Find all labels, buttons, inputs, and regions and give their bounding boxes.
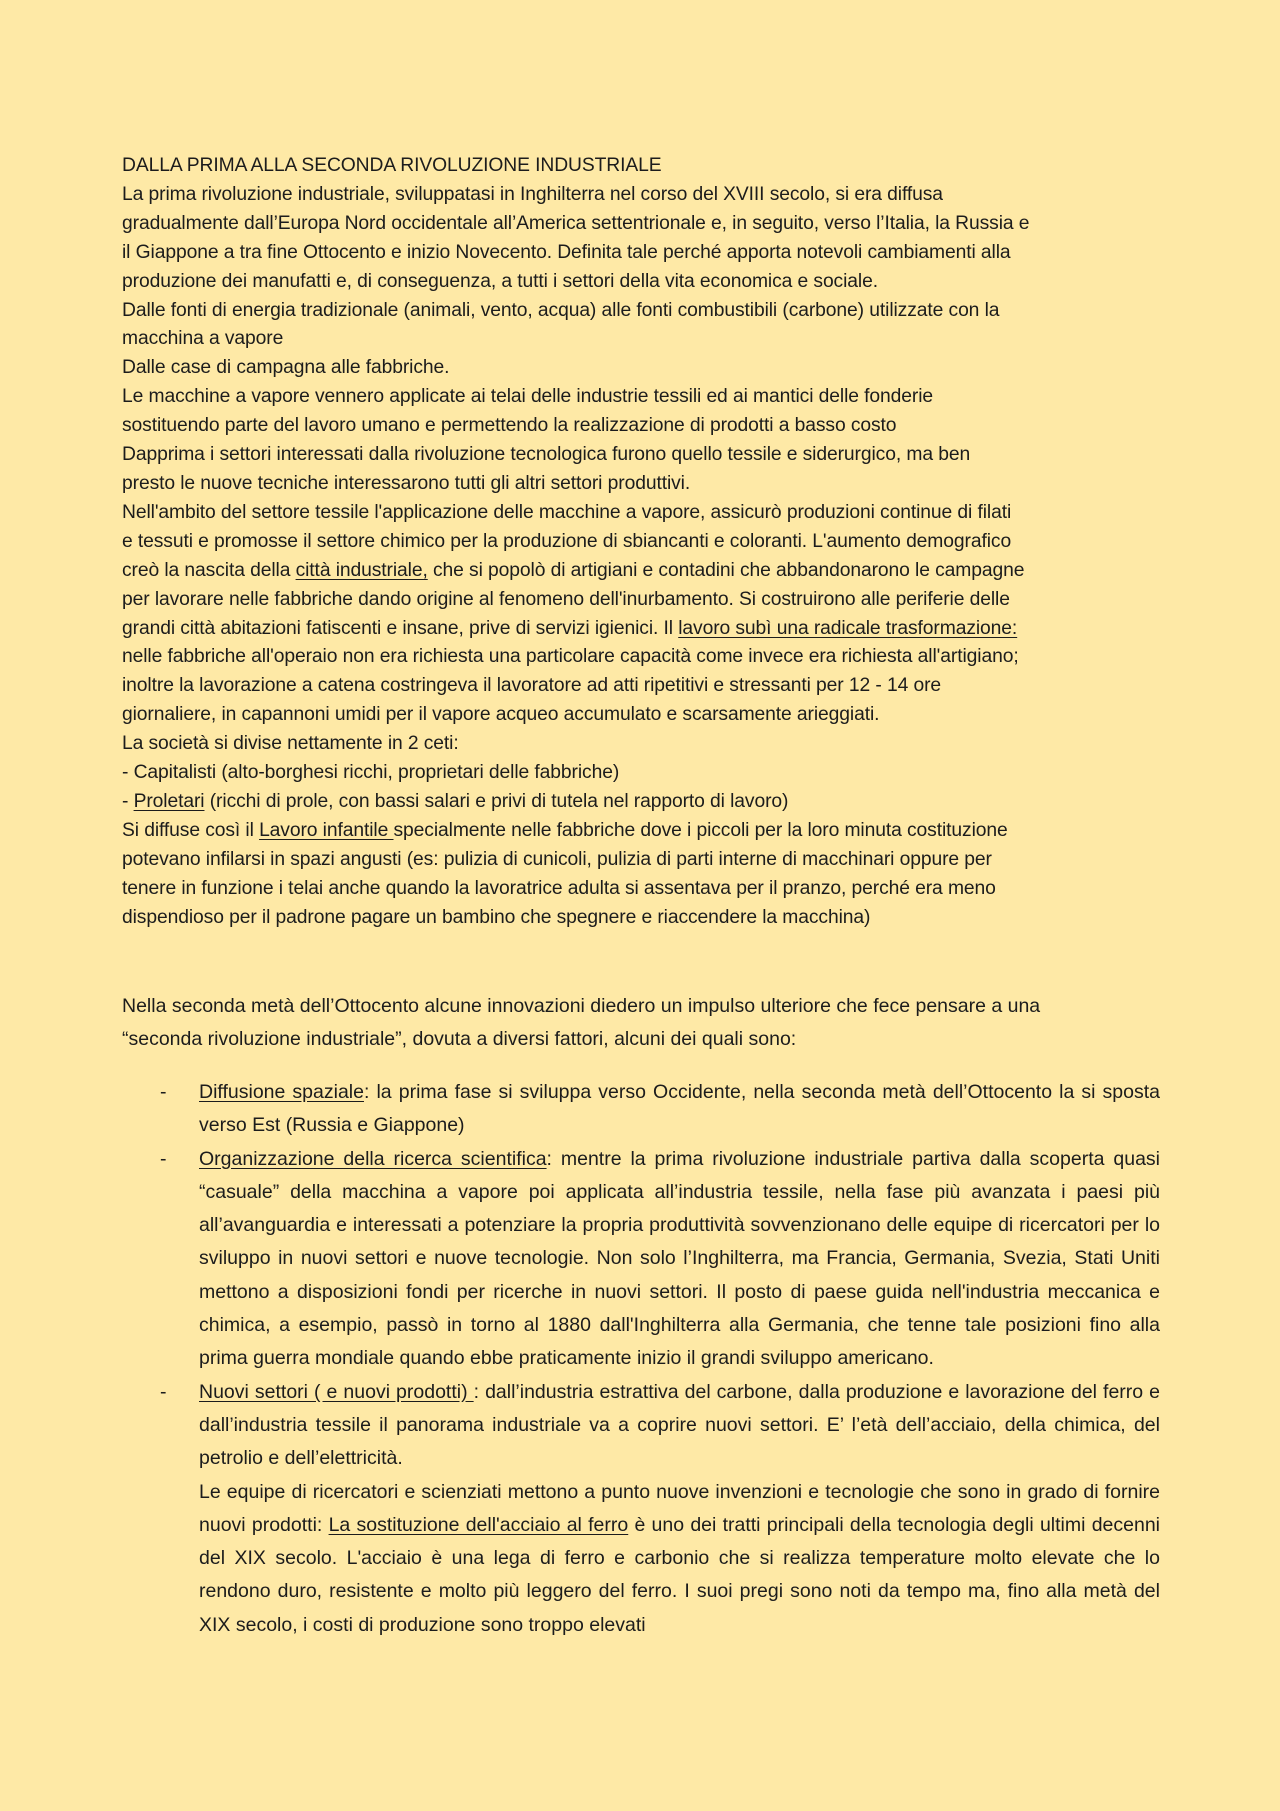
paragraph-line: “seconda rivoluzione industriale”, dovuta a diversi fattori, alcuni dei quali sono: <box>122 1028 797 1050</box>
list-item <box>122 1143 1160 1376</box>
list-item <box>122 1376 1160 1642</box>
text-run: - <box>122 790 134 812</box>
list-item-text <box>199 1376 1160 1476</box>
underlined-term: Proletari <box>133 790 205 812</box>
paragraph-line <box>122 615 1172 644</box>
text-run: Si diffuse così il <box>122 819 260 841</box>
paragraph-line: Dapprima i settori interessati dalla rivoluzione tecnologica furono quello tessile e siderurgico, ma ben <box>122 444 971 466</box>
paragraph-line: macchina a vapore <box>122 328 284 350</box>
text-run: creò la nascita della <box>122 559 296 581</box>
paragraph-line: Nella seconda metà dell’Ottocento alcune innovazioni diedero un impulso ulteriore che fece pensare a una <box>122 995 1041 1017</box>
paragraph-line: sostituendo parte del lavoro umano e permettendo la realizzazione di prodotti a basso costo <box>122 415 897 437</box>
underlined-term: Lavoro infantile <box>259 819 394 841</box>
paragraph-line <box>122 817 1172 846</box>
paragraph-line: tenere in funzione i telai anche quando la lavoratrice adulta si assentava per il pranzo, perché era meno <box>122 877 996 899</box>
paragraph-line: gradualmente dall’Europa Nord occidentale all’America settentrionale e, in seguito, verso l’Italia, la Russia e <box>122 212 1030 234</box>
dash-bullet: - <box>160 1081 167 1103</box>
paragraph-line: giornaliere, in capannoni umidi per il vapore acqueo accumulato e scarsamente arieggiati. <box>122 704 880 726</box>
paragraph-line: dispendioso per il padrone pagare un bambino che spegnere e riaccendere la macchina) <box>122 906 871 928</box>
section-first-revolution <box>122 152 1172 932</box>
paragraph-line: Le macchine a vapore vennero applicate ai telai delle industrie tessili ed ai mantici delle fonderie <box>122 386 934 408</box>
underlined-term: città industriale, <box>295 559 428 581</box>
list-item <box>122 1076 1160 1143</box>
paragraph-line: La società si divise nettamente in 2 ceti: <box>122 733 459 755</box>
text-run: Le equipe di ricercatori e scienziati mettono a punto nuove invenzioni e tecnologie che sono in grado di fornire nuovi prodotti: <box>199 1480 1160 1536</box>
underlined-term: lavoro subì una radicale trasformazione: <box>678 617 1018 639</box>
paragraph-line: - Capitalisti (alto-borghesi ricchi, proprietari delle fabbriche) <box>122 762 620 784</box>
list-item-text <box>199 1076 1160 1143</box>
paragraph-line: inoltre la lavorazione a catena costringeva il lavoratore ad atti ripetitivi e stressanti per 12 - 14 ore <box>122 675 942 697</box>
paragraph-line: per lavorare nelle fabbriche dando origine al fenomeno dell'inurbamento. Si costruirono alle periferie delle <box>122 588 1010 610</box>
text-run: è uno dei tratti principali della tecnologia degli ultimi decenni del XIX secolo. L'acciaio è una lega di ferro e carbonio che si realizza temperature molto elevate che lo rendono duro, resistente e molto più leggero del ferro. I suoi pregi sono noti da tempo ma, fino alla metà del XIX secolo, i costi di produzione sono troppo elevati <box>199 1513 1160 1636</box>
dash-bullet: - <box>160 1147 167 1170</box>
underlined-term: Organizzazione della ricerca scientifica <box>199 1147 547 1170</box>
paragraph-line: La prima rivoluzione industriale, sviluppatasi in Inghilterra nel corso del XVIII secolo, si era diffusa <box>122 183 943 205</box>
underlined-term: Diffusione spaziale <box>199 1081 364 1103</box>
text-run: grandi città abitazioni fatiscenti e insane, prive di servizi igienici. Il <box>122 617 679 639</box>
paragraph-line: Nell'ambito del settore tessile l'applicazione delle macchine a vapore, assicurò produzioni continue di filati <box>122 501 1012 523</box>
paragraph-line: nelle fabbriche all'operaio non era richiesta una particolare capacità come invece era richiesta all'artigiano; <box>122 646 1019 668</box>
list-item-text <box>199 1476 1160 1642</box>
text-run: che si popolò di artigiani e contadini che abbandonarono le campagne <box>427 559 1025 581</box>
paragraph-line: produzione dei manufatti e, di conseguenza, a tutti i settori della vita economica e sociale. <box>122 270 878 292</box>
paragraph-line <box>122 557 1172 586</box>
paragraph-line: Dalle fonti di energia tradizionale (animali, vento, acqua) alle fonti combustibili (carbone) utilizzate con la <box>122 299 1000 321</box>
text-run: (ricchi di prole, con bassi salari e privi di tutela nel rapporto di lavoro) <box>204 790 789 812</box>
dash-bullet: - <box>160 1380 167 1403</box>
text-run: : mentre la prima rivoluzione industriale partiva dalla scoperta quasi “casuale” della macchina a vapore poi applicata all’industria tessile, nella fase più avanzata i paesi più all’avanguardia e interessati a potenziare la propria produttività sovvenzionano delle equipe di ricercatori per lo sviluppo in nuovi settori e nuove tecnologie. Non solo l’Inghilterra, ma Francia, Germania, Svezia, Stati Uniti mettono a disposizioni fondi per ricerche in nuovi settori. Il posto di paese guida nell'industria meccanica e chimica, a esempio, passò in torno al 1880 dall'Inghilterra alla Germania, che tenne tale posizioni fino alla prima guerra mondiale quando ebbe praticamente inizio il grandi sviluppo americano. <box>199 1147 1160 1370</box>
paragraph-line <box>122 788 1172 817</box>
paragraph-line: presto le nuove tecniche interessarono tutti gli altri settori produttivi. <box>122 472 691 494</box>
list-item-text <box>199 1143 1160 1376</box>
factors-list <box>122 1076 1160 1642</box>
underlined-term: Nuovi settori ( e nuovi prodotti) <box>199 1380 474 1403</box>
text-run: : dall’industria estrattiva del carbone, dalla produzione e lavorazione del ferro e dall’industria tessile il panorama industriale va a coprire nuovi settori. E’ l’età dell’acciaio, della chimica, del petrolio e dell’elettricità. <box>199 1380 1161 1470</box>
text-run: : la prima fase si sviluppa verso Occidente, nella seconda metà dell’Ottocento la si sposta verso Est (Russia e Giappone) <box>199 1081 1160 1137</box>
paragraph-line: il Giappone a tra fine Ottocento e inizio Novecento. Definita tale perché apporta notevoli cambiamenti alla <box>122 241 1011 263</box>
paragraph-line: e tessuti e promosse il settore chimico per la produzione di sbiancanti e coloranti. L'aumento demografico <box>122 530 1012 552</box>
section-second-revolution-intro <box>122 990 1162 1056</box>
underlined-term: La sostituzione dell'acciaio al ferro <box>328 1513 629 1536</box>
paragraph-line: Dalle case di campagna alle fabbriche. <box>122 357 450 379</box>
paragraph-line: potevano infilarsi in spazi angusti (es: pulizia di cunicoli, pulizia di parti interne di macchinari oppure per <box>122 848 992 870</box>
text-run: specialmente nelle fabbriche dove i piccoli per la loro minuta costituzione <box>393 819 1008 841</box>
document-heading: DALLA PRIMA ALLA SECONDA RIVOLUZIONE INDUSTRIALE <box>122 155 662 176</box>
